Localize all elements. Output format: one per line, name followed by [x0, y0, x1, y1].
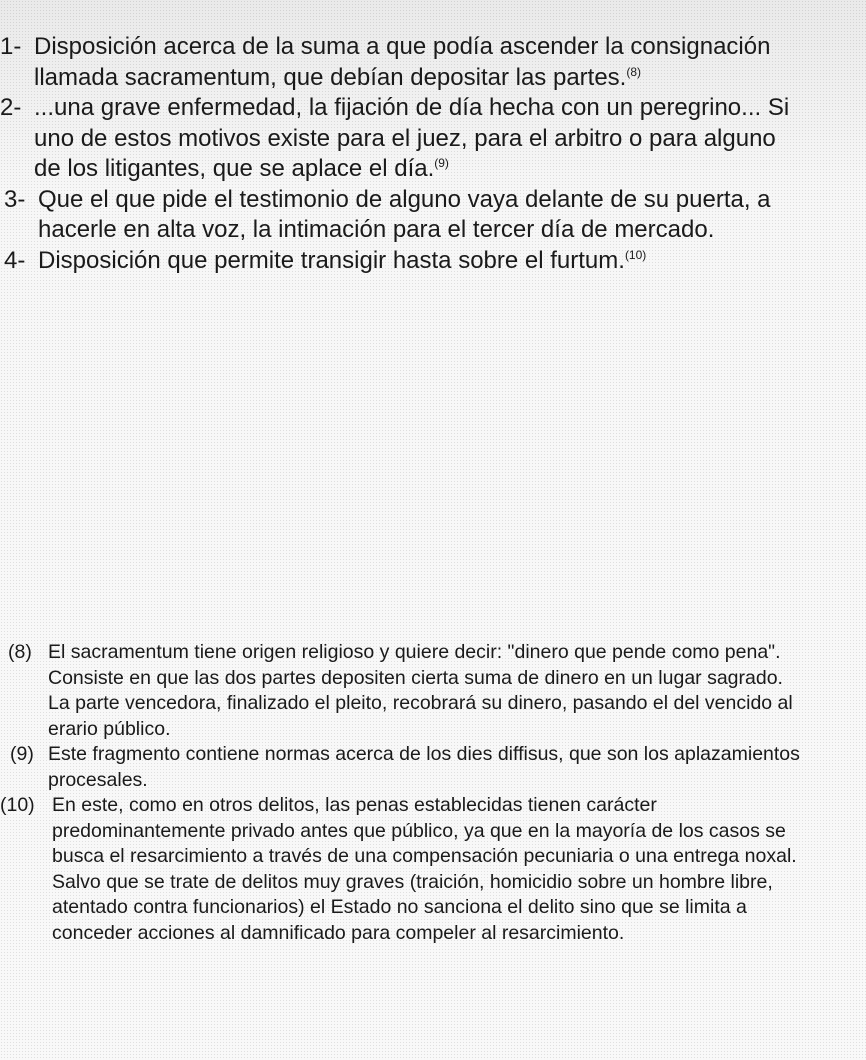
item-text: Disposición acerca de la suma a que podía ascender la consignación llamada sacramentum, que debían depositar las partes.	[34, 33, 771, 91]
footnote	[0, 742, 805, 793]
footnote-number: (9)	[10, 743, 34, 765]
footnote-number: (8)	[8, 641, 32, 663]
item-number: 4-	[4, 246, 26, 274]
list-item	[0, 93, 790, 185]
footnote-text: El sacramentum tiene origen religioso y quiere decir: "dinero que pende como pena". Consiste en que las dos partes depositen cierta suma de dinero en un lugar sagrado. La parte vencedora, finalizado el pleito, recobrará su dinero, pasando el del vencido al erario público.	[48, 641, 793, 740]
footnotes-section	[0, 640, 805, 946]
footnote-ref: (9)	[434, 156, 449, 170]
footnote	[0, 640, 805, 742]
list-item	[0, 246, 790, 277]
item-text: Que el que pide el testimonio de alguno vaya delante de su puerta, a hacerle en alta voz, la intimación para el tercer día de mercado.	[38, 185, 771, 243]
footnote-ref: (8)	[626, 64, 642, 79]
footnote-ref: (10)	[624, 247, 647, 262]
footnote-text: Este fragmento contiene normas acerca de los dies diffisus, que son los aplazamientos procesales.	[48, 743, 800, 791]
item-number: 3-	[4, 185, 26, 213]
list-item	[0, 32, 790, 93]
item-number: 1-	[0, 33, 22, 60]
footnote-text: En este, como en otros delitos, las penas establecidas tienen carácter predominantemente privado antes que público, ya que en la mayoría de los casos se busca el resarcimiento a través de una compensación pecuniaria o una entrega noxal. Salvo que se trate de delitos muy graves (traición, homicidio sobre un hombre libre, atentado contra funcionarios) el Estado no sanciona el delito sino que se limita a conceder acciones al damnificado para compeler al resarcimiento.	[52, 794, 797, 944]
item-text: Disposición que permite transigir hasta sobre el furtum.	[38, 246, 625, 274]
footnote-number: (10)	[0, 794, 35, 816]
list-item	[0, 185, 790, 246]
item-number: 2-	[0, 94, 22, 121]
item-text: ...una grave enfermedad, la fijación de día hecha con un peregrino... Si uno de estos motivos existe para el juez, para el arbitro o para alguno de los litigantes, que se aplace el día.	[34, 94, 790, 182]
footnote	[0, 793, 805, 946]
main-numbered-list	[0, 32, 790, 276]
